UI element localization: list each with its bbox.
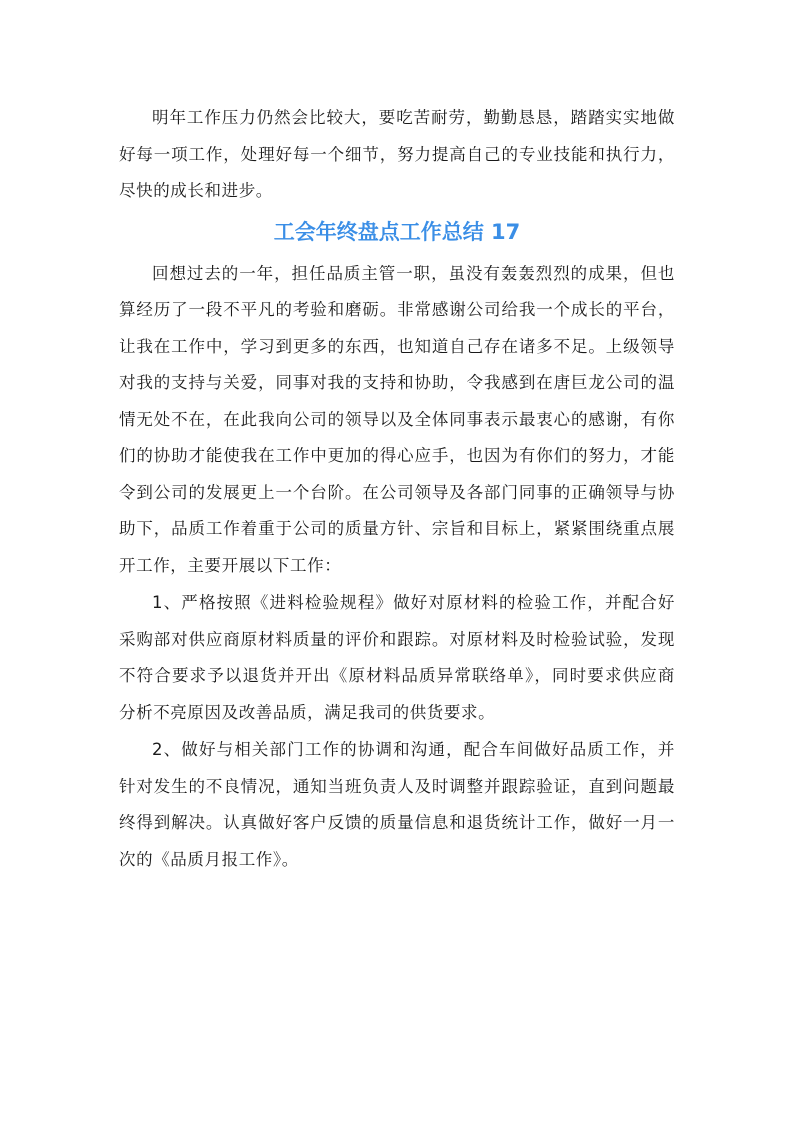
paragraph-item-2: 2、做好与相关部门工作的协调和沟通，配合车间做好品质工作，并针对发生的不良情况，通知当班负责人及时调整并跟踪验证，直到问题最终得到解决。认真做好客户反馈的质量信息和退货统计工作，做好一月一次的《品质月报工作》。 — [119, 740, 675, 869]
paragraph-closing-remarks: 明年工作压力仍然会比较大，要吃苦耐劳，勤勤恳恳，踏踏实实地做好每一项工作，处理好每一个细节，努力提高自己的专业技能和执行力，尽快的成长和进步。 — [119, 108, 675, 200]
section-title: 工会年终盘点工作总结 17 — [273, 219, 521, 244]
document-body — [119, 100, 675, 878]
paragraph-item-1: 1、严格按照《进料检验规程》做好对原材料的检验工作，并配合好采购部对供应商原材料质量的评价和跟踪。对原材料及时检验试验，发现不符合要求予以退货并开出《原材料品质异常联络单》，同时要求供应商分析不亮原因及改善品质，满足我司的供货要求。 — [119, 593, 675, 722]
paragraph-review-intro: 回想过去的一年，担任品质主管一职，虽没有轰轰烈烈的成果，但也算经历了一段不平凡的考验和磨砺。非常感谢公司给我一个成长的平台，让我在工作中，学习到更多的东西，也知道自己存在诸多不足。上级领导对我的支持与关爱，同事对我的支持和协助，令我感到在唐巨龙公司的温情无处不在，在此我向公司的领导以及全体同事表示最衷心的感谢，有你们的协助才能使我在工作中更加的得心应手，也因为有你们的努力，才能令到公司的发展更上一个台阶。在公司领导及各部门同事的正确领导与协助下，品质工作着重于公司的质量方针、宗旨和目标上，紧紧围绕重点展开工作，主要开展以下工作： — [119, 263, 675, 575]
